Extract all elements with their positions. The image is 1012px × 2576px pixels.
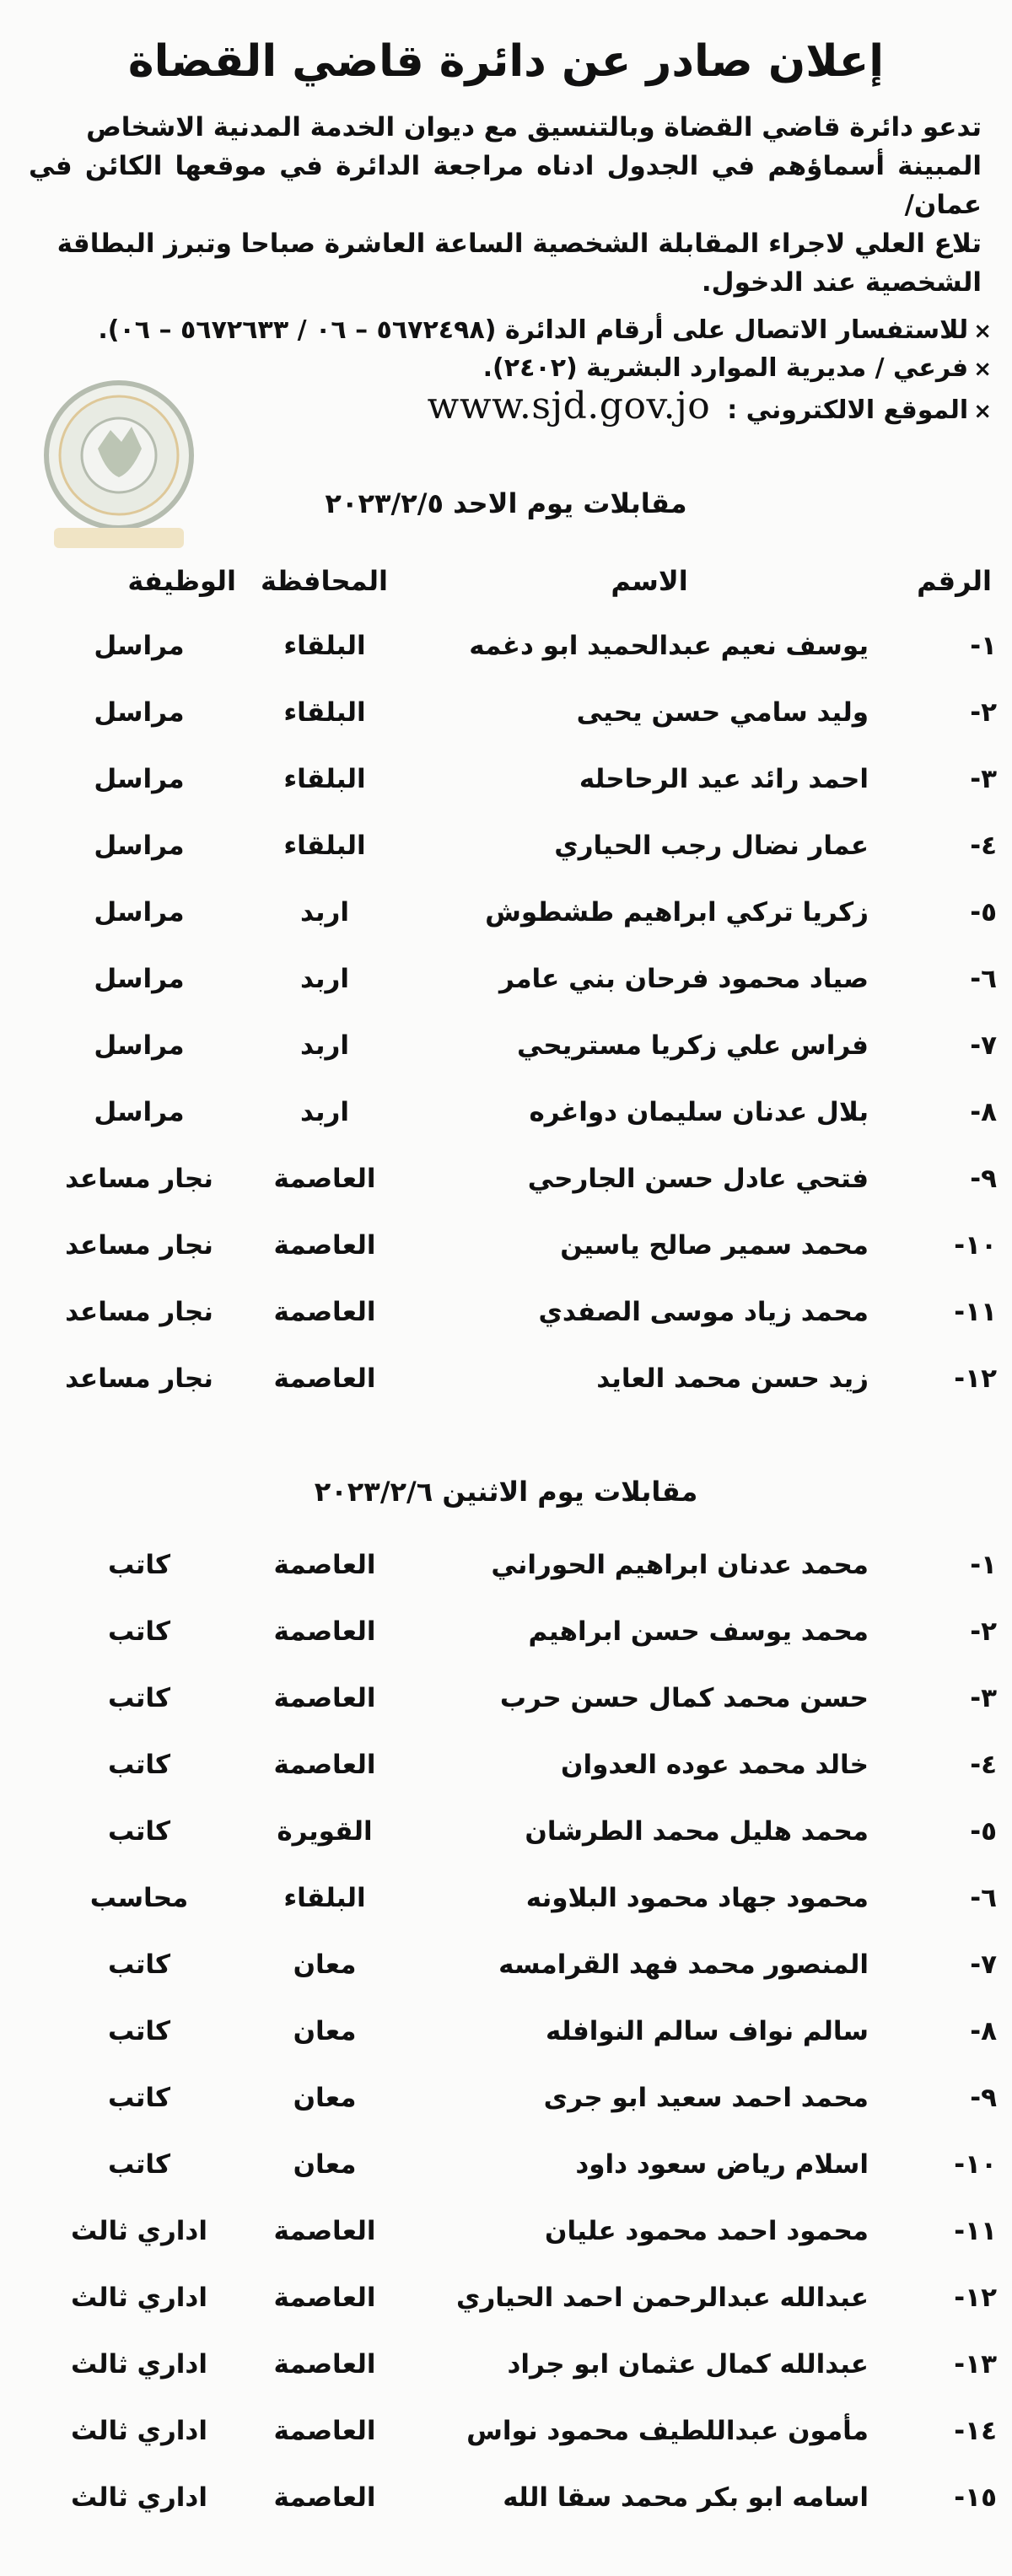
row-governorate: العاصمة [273,2283,376,2313]
row-governorate: العاصمة [273,1750,376,1780]
row-job: مراسل [94,1030,185,1061]
row-name: محمد عدنان ابراهيم الحوراني [491,1550,869,1580]
table-row [0,897,1012,948]
row-job: كاتب [107,2016,171,2046]
table-row [0,1750,1012,1800]
row-name: عمار نضال رجب الحياري [554,831,869,861]
table-header [0,565,1012,607]
row-number: ٤- [970,1750,997,1780]
row-governorate: العاصمة [273,1297,376,1327]
row-number: ١١- [954,1297,997,1327]
row-name: محمود احمد محمود عليان [545,2216,869,2246]
row-number: ٣- [970,764,997,794]
row-number: ٤- [970,831,997,861]
row-number: ١٣- [954,2349,997,2380]
bullet-mark: × [973,357,992,382]
table-row [0,1550,1012,1600]
row-governorate: القويرة [277,1816,373,1847]
row-governorate: العاصمة [273,1164,376,1194]
row-name: فراس علي زكريا مستريحي [516,1030,869,1061]
row-name: اسامه ابو بكر محمد سقا الله [503,2482,869,2513]
table-row [0,964,1012,1014]
row-name: حسن محمد كمال حسن حرب [499,1683,869,1713]
row-name: اسلام رياض سعود داود [575,2149,869,2180]
table-row [0,2416,1012,2466]
row-governorate: العاصمة [273,1363,376,1394]
row-job: نجار مساعد [65,1297,213,1327]
row-number: ١٤- [954,2416,997,2446]
row-name: المنصور محمد فهد القرامسه [498,1949,869,1980]
row-job: اداري ثالث [71,2482,207,2513]
row-governorate: اربد [299,1030,350,1061]
announcement-title: إعلان صادر عن دائرة قاضي القضاة [127,36,885,87]
row-name: احمد رائد عيد الرحاحله [579,764,869,794]
row-governorate: العاصمة [273,1616,376,1647]
table-row [0,2283,1012,2333]
row-number: ١١- [954,2216,997,2246]
table-row [0,2482,1012,2533]
row-job: كاتب [107,1616,171,1647]
row-number: ١٠- [954,1230,997,1261]
bullet-phones [22,312,992,350]
intro-line: المبينة أسماؤهم في الجدول ادناه مراجعة الدائرة في موقعها الكائن في عمان/ [29,151,982,220]
row-name: خالد محمد عوده العدوان [561,1750,869,1780]
row-name: صياد محمود فرحان بني عامر [499,964,869,994]
row-number: ٣- [970,1683,997,1713]
row-job: مراسل [94,897,185,928]
row-governorate: العاصمة [273,1550,376,1580]
table-row [0,2016,1012,2067]
table-row [0,1883,1012,1933]
table-row [0,1164,1012,1214]
section-heading-monday: مقابلات يوم الاثنين ٢٠٢٣/٢/٦ [314,1476,698,1508]
row-job: اداري ثالث [71,2283,207,2313]
row-governorate: العاصمة [273,2349,376,2380]
row-job: اداري ثالث [71,2349,207,2380]
row-governorate: اربد [299,964,350,994]
row-name: بلال عدنان سليمان دواغره [529,1097,869,1127]
row-governorate: اربد [299,1097,350,1127]
row-job: كاتب [107,1816,171,1847]
row-name: مأمون عبداللطيف محمود نواس [466,2416,869,2446]
table-row [0,1616,1012,1667]
table-row [0,1683,1012,1734]
table-row [0,2216,1012,2267]
website-label: الموقع الالكتروني : [727,395,969,425]
table-row [0,1816,1012,1867]
row-job: مراسل [94,631,185,661]
row-job: كاتب [107,2149,171,2180]
row-number: ٧- [970,1949,997,1980]
section-heading-sunday: مقابلات يوم الاحد ٢٠٢٣/٢/٥ [325,487,687,519]
row-name: محمد يوسف حسن ابراهيم [528,1616,869,1647]
row-name: محمود جهاد محمود البلاونه [525,1883,869,1913]
row-job: محاسب [89,1883,189,1913]
row-number: ٩- [970,1164,997,1194]
row-number: ٦- [970,1883,997,1913]
row-job: كاتب [107,1750,171,1780]
row-number: ٥- [970,897,997,928]
header-job: الوظيفة [127,565,236,597]
bullet-mark: × [973,399,992,424]
row-job: اداري ثالث [71,2216,207,2246]
website-link[interactable]: www.sjd.gov.jo [427,385,711,428]
row-governorate: معان [293,2016,357,2046]
header-number: الرقم [917,565,992,597]
row-name: محمد احمد سعيد ابو جرى [543,2083,869,2113]
table-row [0,1097,1012,1148]
intro-paragraph [29,108,982,302]
intro-line: الشخصية عند الدخول. [701,267,982,298]
phones-text: للاستفسار الاتصال على أرقام الدائرة (٥٦٧٢٤٩٨ – ٠٦ / ٥٦٧٢٦٣٣ – ٠٦). [98,315,969,345]
table-row [0,1363,1012,1414]
row-number: ٨- [970,2016,997,2046]
row-governorate: العاصمة [273,2416,376,2446]
row-governorate: البلقاء [283,631,366,661]
row-governorate: البلقاء [283,697,366,728]
row-name: محمد زياد موسى الصفدي [538,1297,869,1327]
row-name: فتحي عادل حسن الجارحي [527,1164,869,1194]
row-governorate: معان [293,2149,357,2180]
row-job: كاتب [107,2083,171,2113]
table-row [0,631,1012,681]
table-row [0,1230,1012,1281]
row-name: عبدالله عبدالرحمن احمد الحياري [456,2283,869,2313]
row-job: مراسل [94,764,185,794]
row-name: زكريا تركي ابراهيم طشطوش [485,897,869,928]
table-row [0,831,1012,881]
row-number: ٢- [970,1616,997,1647]
row-name: يوسف نعيم عبدالحميد ابو دغمه [469,631,869,661]
row-number: ٢- [970,697,997,728]
row-governorate: معان [293,2083,357,2113]
row-number: ٩- [970,2083,997,2113]
row-name: محمد سمير صالح ياسين [560,1230,869,1261]
bullet-mark: × [973,319,992,344]
row-number: ١- [970,1550,997,1580]
row-governorate: البلقاء [283,831,366,861]
table-row [0,1030,1012,1081]
civil-service-seal-icon [30,371,207,557]
row-job: مراسل [94,831,185,861]
row-job: مراسل [94,1097,185,1127]
branch-text: فرعي / مديرية الموارد البشرية (٢٤٠٢). [482,353,969,383]
row-governorate: العاصمة [273,2216,376,2246]
row-job: مراسل [94,697,185,728]
intro-line: تلاع العلي لاجراء المقابلة الشخصية الساعة العاشرة صباحا وتبرز البطاقة [57,229,982,259]
row-number: ١٠- [954,2149,997,2180]
row-governorate: البلقاء [283,764,366,794]
row-number: ٥- [970,1816,997,1847]
row-job: كاتب [107,1550,171,1580]
row-number: ٧- [970,1030,997,1061]
table-row [0,2149,1012,2200]
row-governorate: العاصمة [273,1230,376,1261]
table-row [0,697,1012,748]
table-row [0,764,1012,815]
row-name: وليد سامي حسن يحيى [576,697,869,728]
row-job: اداري ثالث [71,2416,207,2446]
row-governorate: العاصمة [273,2482,376,2513]
row-job: مراسل [94,964,185,994]
row-job: كاتب [107,1949,171,1980]
row-name: زيد حسن محمد العايد [596,1363,869,1394]
table-row [0,1949,1012,2000]
table-row [0,2083,1012,2133]
row-governorate: معان [293,1949,357,1980]
table-row [0,1297,1012,1347]
row-number: ٦- [970,964,997,994]
row-number: ١٢- [954,2283,997,2313]
row-number: ١- [970,631,997,661]
row-job: نجار مساعد [65,1164,213,1194]
row-number: ٨- [970,1097,997,1127]
row-job: نجار مساعد [65,1363,213,1394]
row-job: نجار مساعد [65,1230,213,1261]
header-name: الاسم [611,565,688,597]
table-row [0,2349,1012,2400]
row-governorate: العاصمة [273,1683,376,1713]
row-governorate: البلقاء [283,1883,366,1913]
row-job: كاتب [107,1683,171,1713]
row-name: محمد هليل محمد الطرشان [525,1816,869,1847]
intro-line: تدعو دائرة قاضي القضاة وبالتنسيق مع ديوان الخدمة المدنية الاشخاص [86,112,982,143]
row-name: عبدالله كمال عثمان ابو جراد [507,2349,869,2380]
header-governorate: المحافظة [260,565,388,597]
row-number: ١٢- [954,1363,997,1394]
row-name: سالم نواف سالم النوافله [546,2016,869,2046]
row-number: ١٥- [954,2482,997,2513]
row-governorate: اربد [299,897,350,928]
